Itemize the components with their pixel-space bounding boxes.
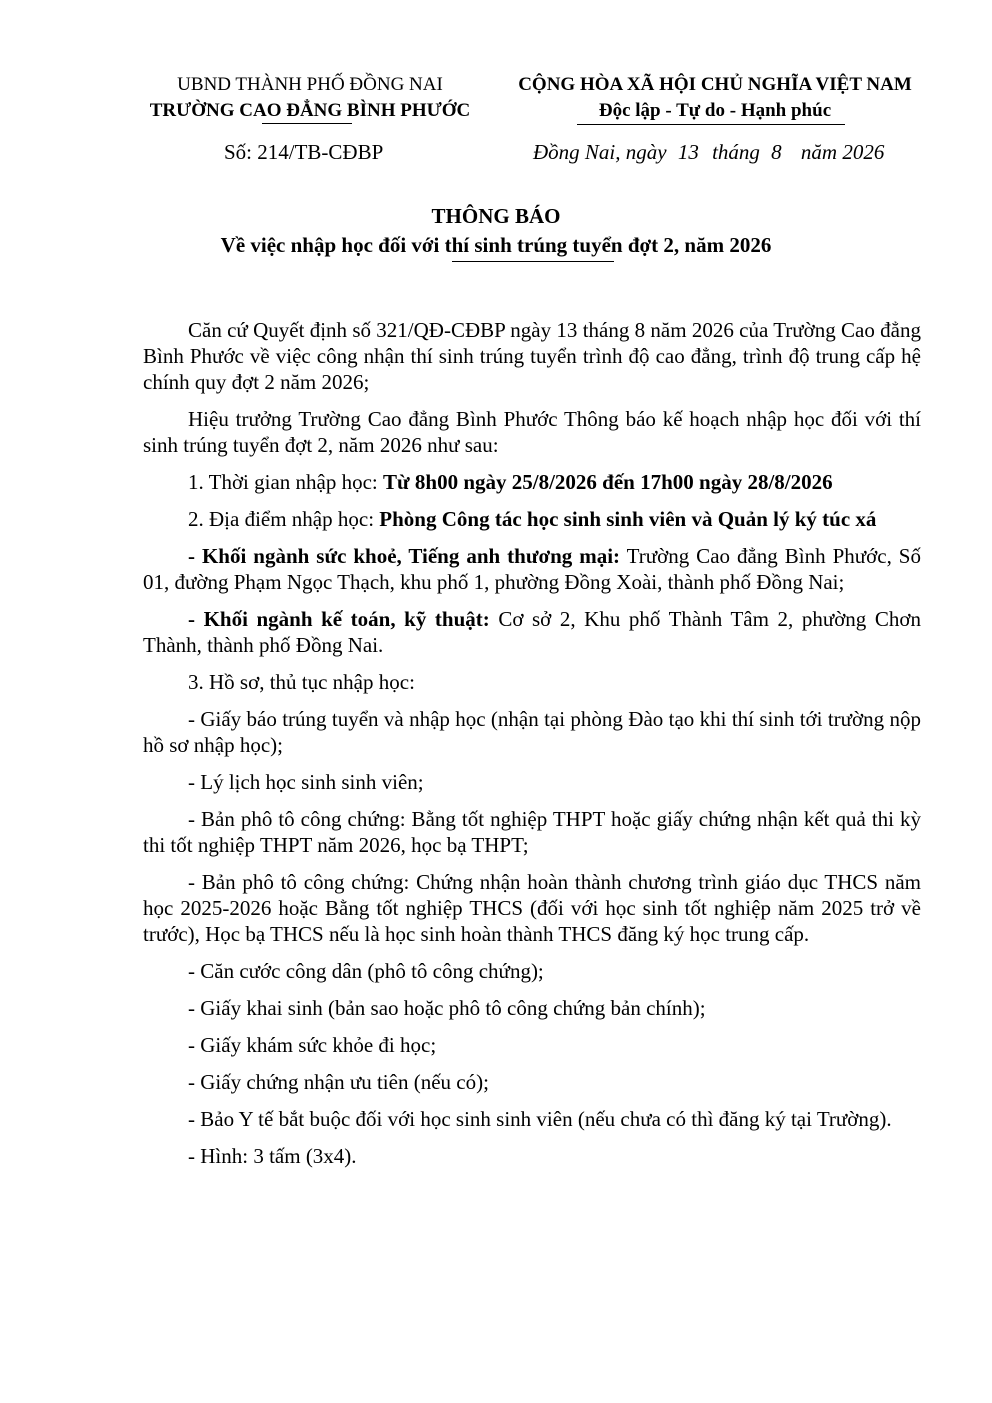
list-item: - Bản phô tô công chứng: Chứng nhận hoàn thành chương trình giáo dục THCS năm học 2025-2026 hoặc Bằng tốt nghiệp THCS (đối với học sinh tốt nghiệp năm 2025 trở về trước), Học bạ THCS nếu là học sinh hoàn thành THCS đăng ký học trung cấp. (143, 870, 921, 946)
health-block-text: Trường Cao đẳng Bình Phước, Số 01, đường Phạm Ngọc Thạch, khu phố 1, phường Đồng Xoài, thành phố Đồng Nai; (143, 544, 921, 594)
list-item: - Bản phô tô công chứng: Bằng tốt nghiệp THPT hoặc giấy chứng nhận kết quả thi kỳ thi tốt nghiệp THPT năm 2026, học bạ THPT; (143, 807, 921, 857)
country-name: CỘNG HÒA XÃ HỘI CHỦ NGHĨA VIỆT NAM (518, 74, 912, 95)
paragraph-accounting-block (143, 606, 921, 658)
notice-title: THÔNG BÁO (431, 204, 561, 228)
accounting-block-text: Cơ sở 2, Khu phố Thành Tâm 2, phường Chơn Thành, thành phố Đồng Nai. (143, 607, 921, 657)
list-item: - Giấy khai sinh (bản sao hoặc phô tô công chứng bản chính); (188, 996, 706, 1020)
date-place: Đồng Nai, ngày (533, 140, 667, 164)
paragraph-time (143, 469, 921, 495)
national-motto: Độc lập - Tự do - Hạnh phúc (598, 100, 832, 121)
location-value: Phòng Công tác học sinh sinh viên và Quản lý ký túc xá (379, 507, 877, 531)
health-block-label: - Khối ngành sức khoẻ, Tiếng anh thương mại: (188, 544, 621, 568)
date-day: 13 (677, 140, 699, 164)
document-number: Số: 214/TB-CĐBP (224, 140, 384, 164)
accounting-block-label: - Khối ngành kế toán, kỹ thuật: (188, 607, 490, 631)
paragraph-health-block (143, 543, 921, 595)
paragraph-legal-basis: Căn cứ Quyết định số 321/QĐ-CĐBP ngày 13 tháng 8 năm 2026 của Trường Cao đẳng Bình Phước về việc công nhận thí sinh trúng tuyển trình độ cao đẳng, trình độ trung cấp hệ chính quy đợt 2 năm 2026; (143, 318, 921, 394)
header-left (135, 72, 485, 124)
list-item: - Giấy báo trúng tuyển và nhập học (nhận tại phòng Đào tạo khi thí sinh tới trường nộp hồ sơ nhập học); (143, 707, 921, 757)
list-item: - Giấy chứng nhận ưu tiên (nếu có); (188, 1070, 489, 1094)
notice-body (143, 317, 921, 1180)
paragraph-documents-heading: 3. Hồ sơ, thủ tục nhập học: (188, 670, 415, 694)
date-year: năm 2026 (800, 140, 885, 164)
school-name-underline (262, 123, 352, 124)
list-item: - Lý lịch học sinh sinh viên; (188, 770, 424, 794)
time-label: 1. Thời gian nhập học: (188, 470, 384, 494)
list-item: - Hình: 3 tấm (3x4). (188, 1144, 357, 1168)
document-date (533, 140, 884, 165)
location-label: 2. Địa điểm nhập học: (188, 507, 380, 531)
school-name: TRƯỜNG CAO ĐẲNG BÌNH PHƯỚC (149, 100, 471, 121)
motto-underline (577, 124, 845, 125)
paragraph-announcement: Hiệu trưởng Trường Cao đẳng Bình Phước Thông báo kế hoạch nhập học đối với thí sinh trúng tuyển đợt 2, năm 2026 như sau: (143, 407, 921, 457)
list-item: - Căn cước công dân (phô tô công chứng); (188, 959, 544, 983)
time-value: Từ 8h00 ngày 25/8/2026 đến 17h00 ngày 28/8/2026 (383, 470, 833, 494)
notice-subtitle: Về việc nhập học đối với thí sinh trúng tuyển đợt 2, năm 2026 (220, 233, 772, 257)
list-item: - Giấy khám sức khỏe đi học; (188, 1033, 437, 1057)
subtitle-underline (452, 261, 614, 262)
list-item: - Bảo Y tế bắt buộc đối với học sinh sinh viên (nếu chưa có thì đăng ký tại Trường). (188, 1107, 892, 1131)
header-right (495, 72, 935, 124)
date-month: 8 (771, 140, 782, 164)
agency-name: UBND THÀNH PHỐ ĐỒNG NAI (177, 74, 443, 95)
paragraph-location (143, 506, 921, 532)
date-month-word: tháng (712, 140, 760, 164)
